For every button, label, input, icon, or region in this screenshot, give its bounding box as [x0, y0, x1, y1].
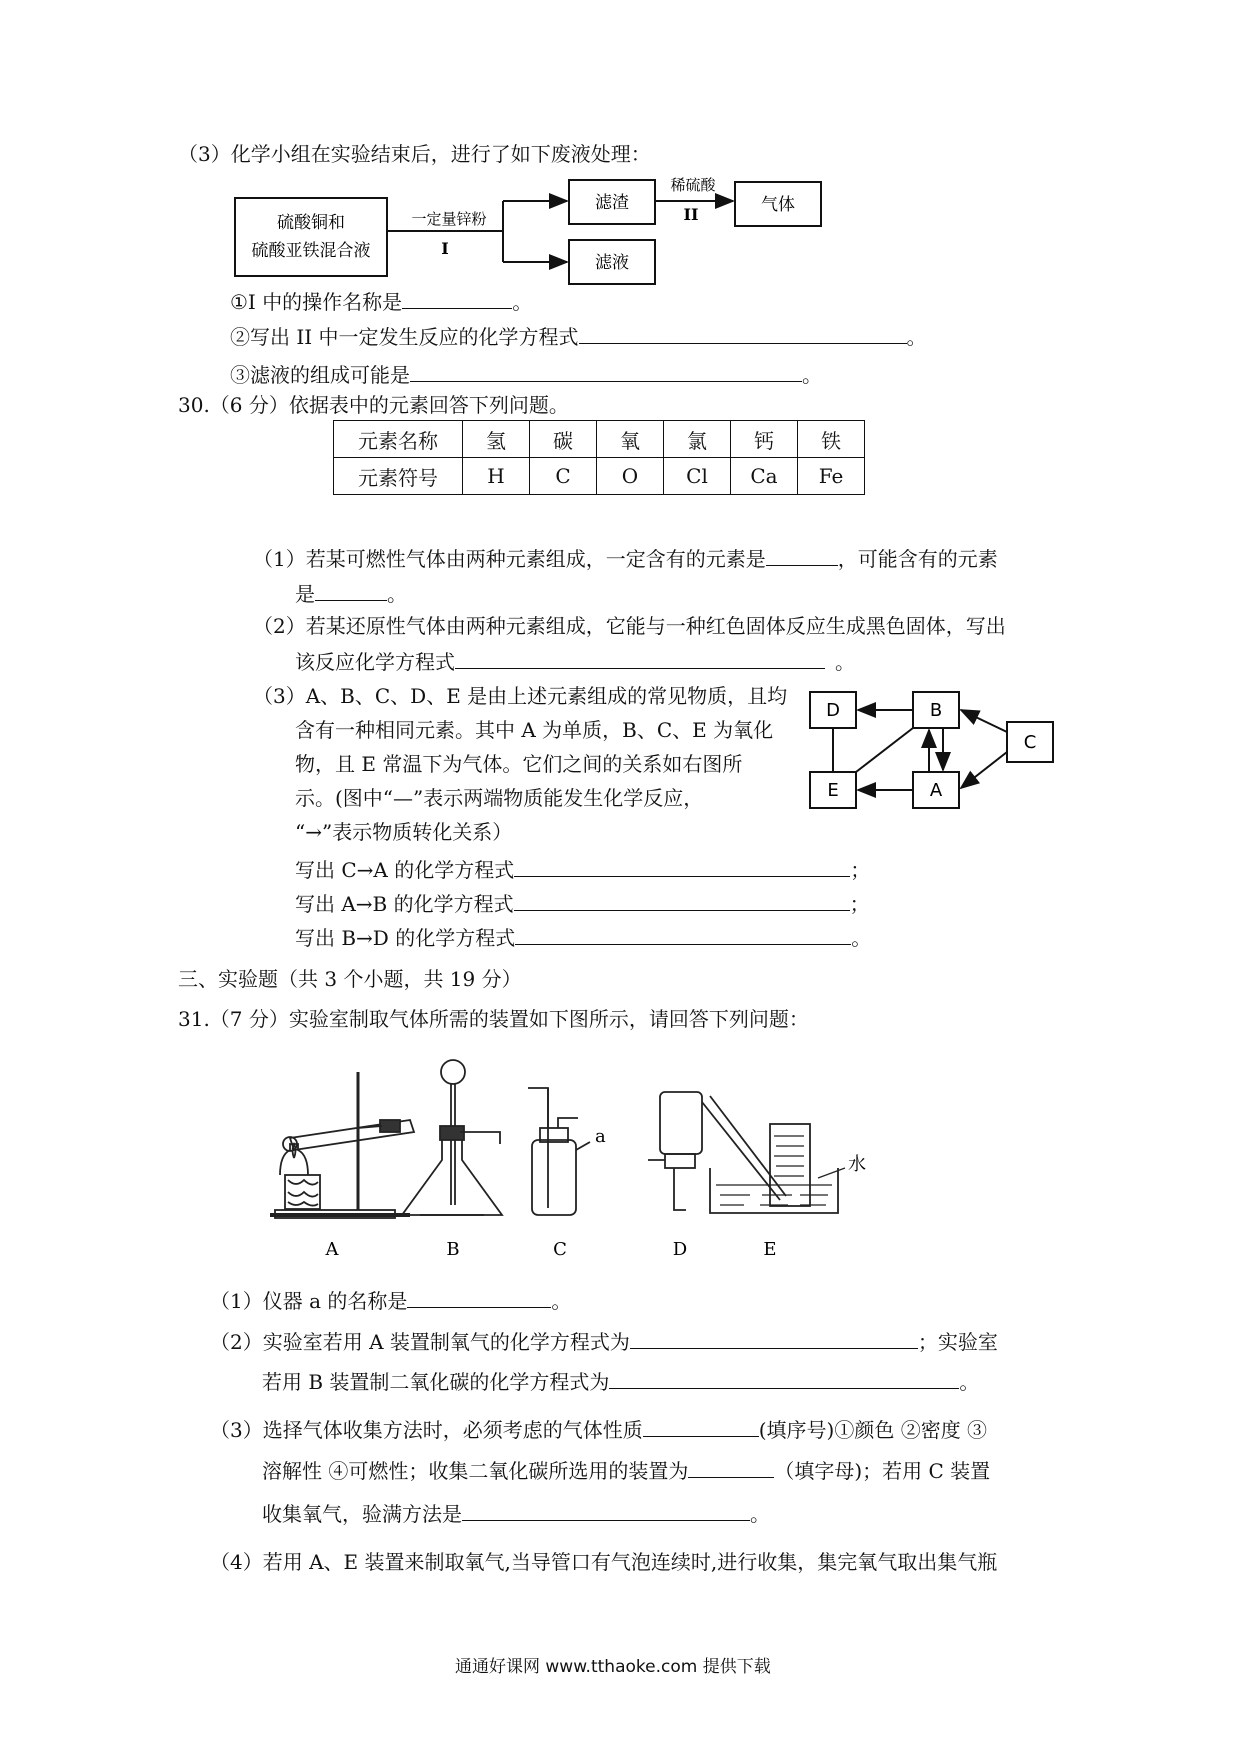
residue-label: 滤渣: [595, 193, 629, 213]
table-cell: 钙: [731, 421, 798, 458]
answer-blank[interactable]: [402, 288, 512, 309]
answer-blank[interactable]: [630, 1328, 918, 1349]
q30-heading: 30.（6 分）依据表中的元素回答下列问题。: [178, 393, 569, 417]
q30-eq3: 写出 B→D 的化学方程式 。: [295, 926, 872, 950]
table-cell: 氧: [597, 421, 664, 458]
mixture-box: [235, 198, 387, 276]
mixture-line1: 硫酸铜和: [277, 213, 345, 233]
apparatus-label: B: [446, 1239, 460, 1260]
q29-3-sub2: ②写出 II 中一定发生反应的化学方程式 。: [230, 325, 927, 349]
answer-blank[interactable]: [315, 580, 387, 601]
apparatus-label: C: [553, 1239, 567, 1260]
table-cell: O: [597, 458, 664, 495]
table-header-symbol: 元素符号: [334, 458, 463, 495]
q31-p2-line1: （2）实验室若用 A 装置制氧气的化学方程式为 ；实验室: [210, 1330, 998, 1354]
q30-p3-line2: 含有一种相同元素。其中 A 为单质，B、C、E 为氧化: [295, 718, 774, 742]
answer-blank[interactable]: [609, 1368, 959, 1389]
q30-p3-line5: “→”表示物质转化关系）: [295, 820, 513, 844]
label-water: 水: [848, 1154, 866, 1175]
filtrate-label: 滤液: [595, 253, 629, 273]
mixture-line2: 硫酸亚铁混合液: [251, 241, 371, 261]
answer-blank[interactable]: [688, 1457, 774, 1478]
step1-reagent: 一定量锌粉: [411, 210, 487, 228]
q31-p1: （1）仪器 a 的名称是 。: [210, 1289, 572, 1313]
svg-text:A: A: [929, 780, 943, 801]
table-cell: 铁: [798, 421, 865, 458]
svg-text:C: C: [1023, 732, 1037, 753]
apparatus-c: [528, 1088, 590, 1215]
table-cell: 氯: [664, 421, 731, 458]
q29-3-sub1: ①I 中的操作名称是 。: [230, 290, 533, 314]
q31-heading: 31.（7 分）实验室制取气体所需的装置如下图所示，请回答下列问题：: [178, 1007, 809, 1031]
answer-blank[interactable]: [514, 856, 850, 877]
q31-p3-line3: 收集氧气，验满方法是 。: [262, 1502, 770, 1526]
q30-eq2: 写出 A→B 的化学方程式 ；: [295, 892, 870, 916]
apparatus-label: E: [763, 1239, 777, 1260]
svg-text:E: E: [827, 780, 839, 801]
table-cell: 碳: [530, 421, 597, 458]
apparatus-label: A: [325, 1239, 339, 1260]
answer-blank[interactable]: [579, 323, 907, 344]
table-cell: H: [463, 458, 530, 495]
apparatus-d: [648, 1092, 702, 1210]
svg-text:B: B: [929, 700, 943, 721]
q31-p4: （4）若用 A、E 装置来制取氧气,当导管口有气泡连续时,进行收集，集完氧气取出集气瓶: [210, 1550, 998, 1574]
q30-p2-line2: 该反应化学方程式 。: [295, 650, 855, 674]
q29-3-sub3: ③滤液的组成可能是 。: [230, 363, 822, 387]
answer-blank[interactable]: [515, 924, 851, 945]
q30-p3-line3: 物，且 E 常温下为气体。它们之间的关系如右图所: [295, 752, 743, 776]
footer: 通通好课网 www.tthaoke.com 提供下载: [455, 1657, 771, 1677]
lab-apparatus-figure: [270, 1050, 970, 1265]
q29-3-intro: （3）化学小组在实验结束后，进行了如下废液处理：: [178, 142, 651, 166]
q30-p3-line1: （3）A、B、C、D、E 是由上述元素组成的常见物质，且均: [253, 684, 788, 708]
step1-label: I: [441, 239, 449, 258]
table-row: [334, 458, 865, 495]
label-a-tube: a: [595, 1126, 606, 1147]
apparatus-b: [402, 1060, 502, 1215]
apparatus-e: [702, 1096, 845, 1213]
table-cell: C: [530, 458, 597, 495]
answer-blank[interactable]: [514, 890, 850, 911]
table-cell: Fe: [798, 458, 865, 495]
table-header-name: 元素名称: [334, 421, 463, 458]
answer-blank[interactable]: [643, 1416, 759, 1437]
table-row: [334, 421, 865, 458]
table-cell: Cl: [664, 458, 731, 495]
gas-label: 气体: [761, 195, 795, 215]
apparatus-a: [270, 1072, 414, 1218]
q30-p2-line1: （2）若某还原性气体由两种元素组成，它能与一种红色固体反应生成黑色固体，写出: [253, 614, 1006, 638]
answer-blank[interactable]: [410, 361, 802, 382]
step2-reagent: 稀硫酸: [670, 176, 716, 194]
apparatus-label: D: [672, 1239, 688, 1260]
table-cell: Ca: [731, 458, 798, 495]
table-cell: 氢: [463, 421, 530, 458]
relation-diagram: [805, 688, 1060, 818]
q31-p2-line2: 若用 B 装置制二氧化碳的化学方程式为 。: [262, 1370, 980, 1394]
answer-blank[interactable]: [462, 1500, 750, 1521]
answer-blank[interactable]: [455, 648, 825, 669]
svg-text:D: D: [826, 700, 840, 721]
q30-eq1: 写出 C→A 的化学方程式 ；: [295, 858, 871, 882]
answer-blank[interactable]: [766, 545, 838, 566]
step2-label: II: [683, 205, 699, 224]
q30-p1-line1: （1）若某可燃性气体由两种元素组成，一定含有的元素是 ，可能含有的元素: [253, 547, 998, 571]
q31-p3-line1: （3）选择气体收集方法时，必须考虑的气体性质 (填序号)①颜色 ②密度 ③: [210, 1418, 988, 1442]
element-table: [333, 420, 865, 495]
q30-p1-line2: 是 。: [295, 582, 407, 606]
waste-treatment-flowchart: [225, 170, 835, 292]
answer-blank[interactable]: [407, 1287, 551, 1308]
q31-p3-line2: 溶解性 ④可燃性；收集二氧化碳所选用的装置为 （填字母)；若用 C 装置: [262, 1459, 991, 1483]
section3-heading: 三、实验题（共 3 个小题，共 19 分）: [178, 967, 522, 991]
q30-p3-line4: 示。(图中“—”表示两端物质能发生化学反应，: [295, 786, 704, 810]
